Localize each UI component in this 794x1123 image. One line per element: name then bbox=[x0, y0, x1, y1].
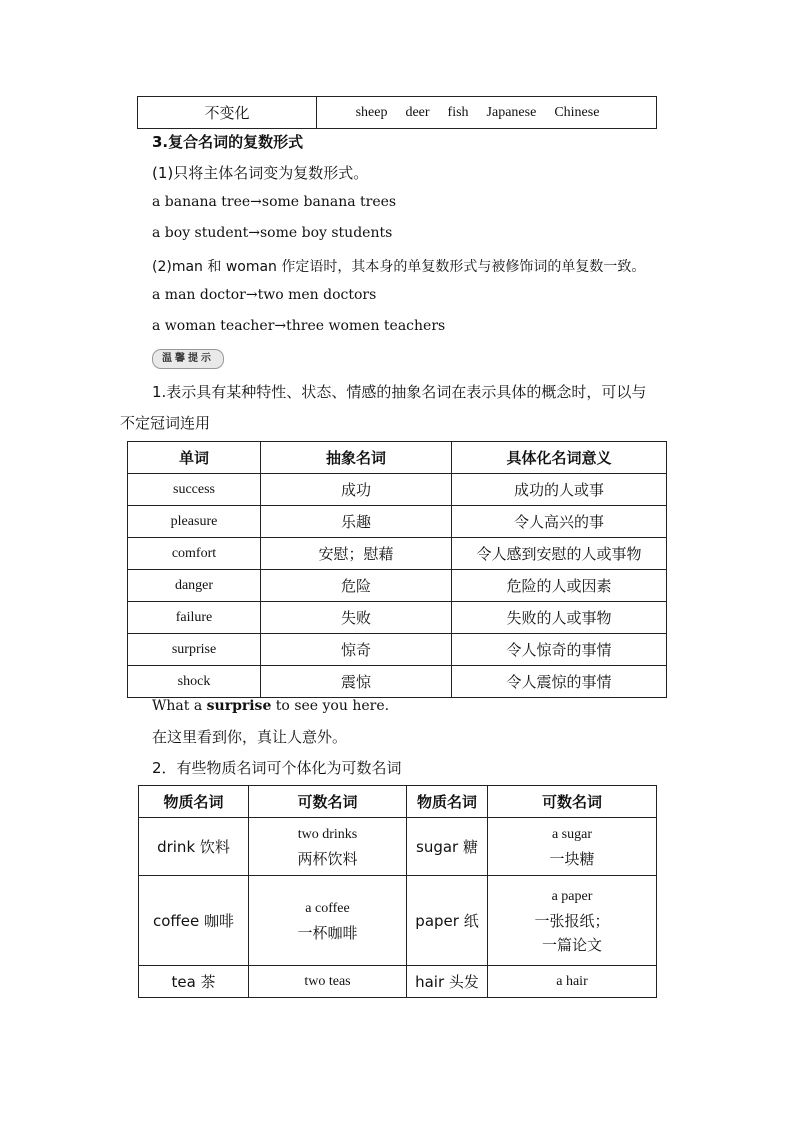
cell-abstract: 失败 bbox=[261, 602, 452, 634]
example-compound-4: a woman teacher→three women teachers bbox=[152, 318, 446, 334]
countable-cn: 一张报纸； bbox=[534, 911, 610, 930]
table-row bbox=[128, 602, 667, 634]
cell-countable: two teas bbox=[249, 966, 407, 998]
cell-word: surprise bbox=[128, 634, 261, 666]
header-countable-2: 可数名词 bbox=[488, 786, 657, 818]
cell-material: drink 饮料 bbox=[139, 818, 249, 876]
word: deer bbox=[405, 104, 430, 120]
cell-word: danger bbox=[128, 570, 261, 602]
invariant-word-list bbox=[356, 105, 618, 120]
header-word: 单词 bbox=[128, 442, 261, 474]
word: Japanese bbox=[486, 104, 537, 120]
header-concrete: 具体化名词意义 bbox=[452, 442, 667, 474]
cell-concrete: 失败的人或事物 bbox=[452, 602, 667, 634]
countable-en: two drinks bbox=[297, 826, 358, 842]
example-compound-2: a boy student→some boy students bbox=[152, 225, 393, 241]
cell-concrete: 令人感到安慰的人或事物 bbox=[452, 538, 667, 570]
cell-material: tea 茶 bbox=[139, 966, 249, 998]
cell-abstract: 危险 bbox=[261, 570, 452, 602]
cell-concrete: 令人高兴的事 bbox=[452, 506, 667, 538]
cell-abstract: 震惊 bbox=[261, 666, 452, 698]
header-material-2: 物质名词 bbox=[407, 786, 488, 818]
cell-word: success bbox=[128, 474, 261, 506]
cell-material: paper 纸 bbox=[407, 876, 488, 966]
countable-cn: 两杯饮料 bbox=[297, 849, 358, 868]
table-row bbox=[128, 506, 667, 538]
countable-cn: 一杯咖啡 bbox=[297, 923, 358, 942]
word: sheep bbox=[355, 104, 388, 120]
tip-point1-line1: 1.表示具有某种特性、状态、情感的抽象名词在表示具体的概念时，可以与 bbox=[152, 383, 647, 401]
tip-badge: 温馨提示 bbox=[152, 349, 224, 369]
cell-word: failure bbox=[128, 602, 261, 634]
header-countable-1: 可数名词 bbox=[249, 786, 407, 818]
cell-abstract: 成功 bbox=[261, 474, 452, 506]
invariant-plural-table bbox=[137, 96, 657, 129]
table-header-row bbox=[128, 442, 667, 474]
tip-point1-line2: 不定冠词连用 bbox=[120, 414, 211, 432]
countable-en: a coffee bbox=[305, 900, 350, 916]
cell-material: sugar 糖 bbox=[407, 818, 488, 876]
example-compound-3: a man doctor→two men doctors bbox=[152, 287, 377, 303]
cell-abstract: 惊奇 bbox=[261, 634, 452, 666]
material-noun-table bbox=[138, 785, 657, 998]
example-sentence-cn: 在这里看到你，真让人意外。 bbox=[152, 728, 348, 746]
table-row bbox=[139, 966, 657, 998]
section3-title: 3.复合名词的复数形式 bbox=[152, 133, 304, 151]
cell-concrete: 令人惊奇的事情 bbox=[452, 634, 667, 666]
table-row bbox=[128, 474, 667, 506]
example-sentence-en bbox=[152, 698, 389, 714]
cell-concrete: 成功的人或事 bbox=[452, 474, 667, 506]
table-row bbox=[128, 666, 667, 698]
countable-en: a sugar bbox=[551, 826, 593, 842]
cell-word: pleasure bbox=[128, 506, 261, 538]
table-row bbox=[128, 570, 667, 602]
cell-countable bbox=[488, 876, 657, 966]
cell-concrete: 危险的人或因素 bbox=[452, 570, 667, 602]
header-abstract: 抽象名词 bbox=[261, 442, 452, 474]
table-row bbox=[128, 634, 667, 666]
cell-word: shock bbox=[128, 666, 261, 698]
word: fish bbox=[447, 104, 469, 120]
table-row bbox=[139, 876, 657, 966]
cell-word: comfort bbox=[128, 538, 261, 570]
word: Chinese bbox=[554, 104, 600, 120]
invariant-words bbox=[317, 97, 657, 129]
header-material-1: 物质名词 bbox=[139, 786, 249, 818]
example-en-bold: surprise bbox=[206, 698, 272, 714]
cell-countable bbox=[249, 818, 407, 876]
table-row bbox=[128, 538, 667, 570]
example-en-before: What a bbox=[152, 698, 207, 714]
countable-en: a paper bbox=[551, 888, 593, 904]
table-header-row bbox=[139, 786, 657, 818]
cell-countable bbox=[249, 876, 407, 966]
point2-heading: 2．有些物质名词可个体化为可数名词 bbox=[152, 759, 402, 777]
cell-material: coffee 咖啡 bbox=[139, 876, 249, 966]
table-row bbox=[139, 818, 657, 876]
cell-abstract: 乐趣 bbox=[261, 506, 452, 538]
cell-concrete: 令人震惊的事情 bbox=[452, 666, 667, 698]
cell-countable bbox=[488, 818, 657, 876]
cell-countable: a hair bbox=[488, 966, 657, 998]
cell-material: hair 头发 bbox=[407, 966, 488, 998]
cell-abstract: 安慰；慰藉 bbox=[261, 538, 452, 570]
invariant-label: 不变化 bbox=[138, 97, 317, 129]
example-compound-1: a banana tree→some banana trees bbox=[152, 194, 397, 210]
section3-rule1: (1)只将主体名词变为复数形式。 bbox=[152, 164, 369, 182]
abstract-noun-table bbox=[127, 441, 667, 698]
countable-cn: 一块糖 bbox=[549, 849, 595, 868]
section3-rule2: (2)man 和 woman 作定语时，其本身的单复数形式与被修饰词的单复数一致。 bbox=[152, 259, 646, 275]
countable-cn: 一篇论文 bbox=[541, 935, 602, 954]
example-en-after: to see you here. bbox=[271, 698, 390, 714]
